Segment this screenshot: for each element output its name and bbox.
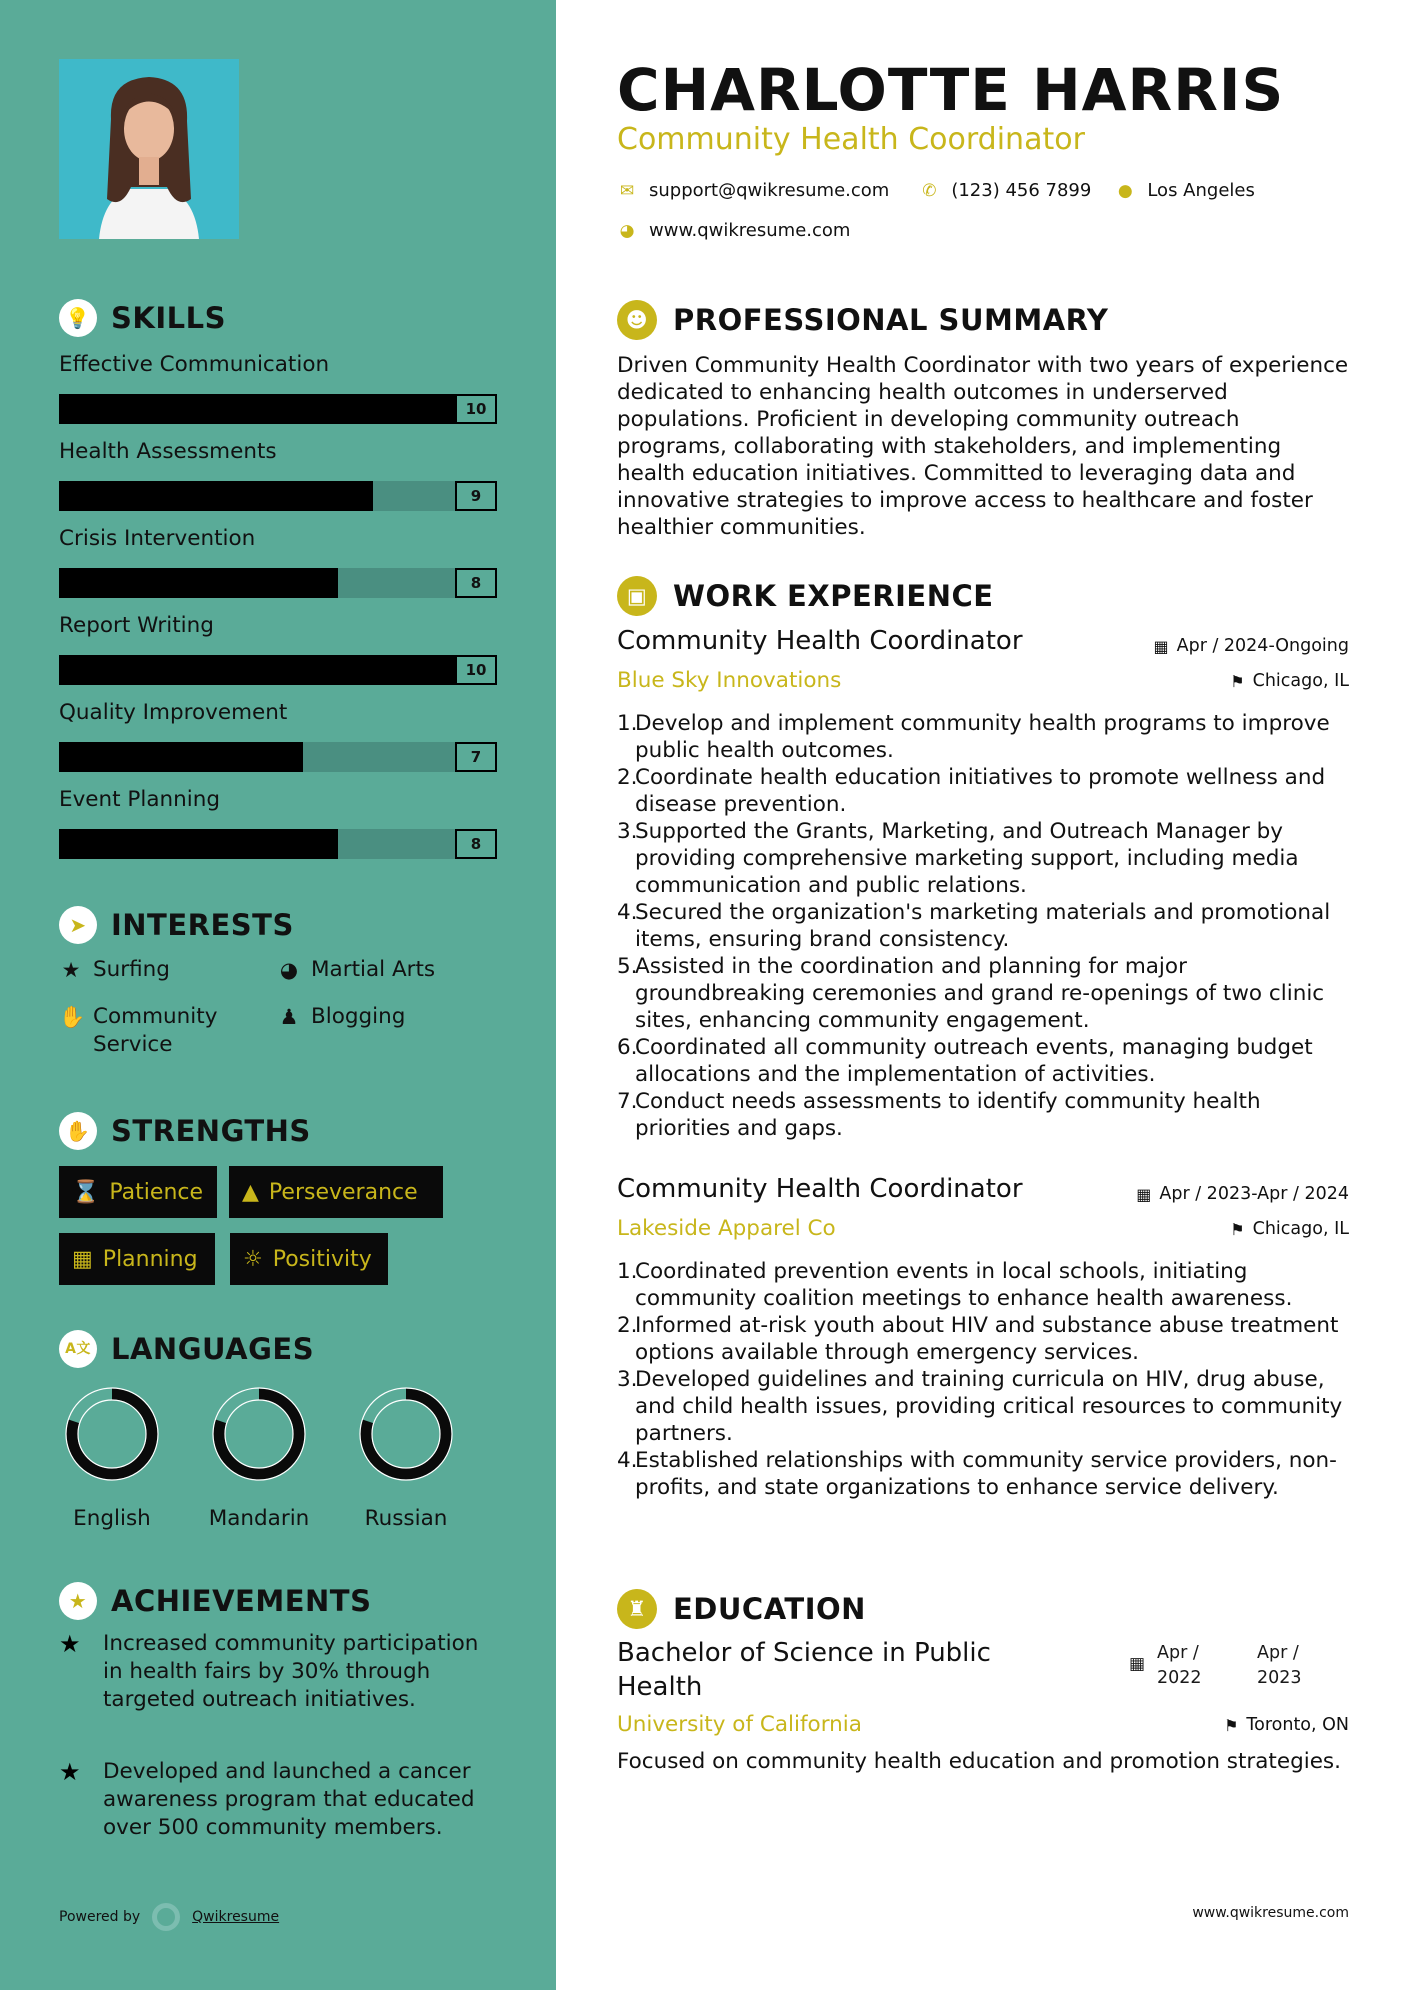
paper-plane-icon: ➤ [59, 906, 97, 944]
degree-line-2: Health [617, 1672, 703, 1702]
brand-link[interactable]: Qwikresume [192, 1909, 280, 1925]
experience-heading: ▣ WORK EXPERIENCE [617, 576, 994, 616]
powered-by: Powered by Qwikresume [59, 1903, 279, 1931]
language-item [336, 1384, 476, 1531]
location: Los Angeles [1147, 180, 1255, 201]
interest-item: ♟ Blogging [277, 1003, 405, 1031]
skill-item [59, 352, 499, 424]
skill-level: 10 [455, 655, 497, 685]
edu-start: Apr / 2022 [1157, 1643, 1202, 1688]
interest-item: ◕ Martial Arts [277, 956, 435, 984]
duty-number: 1. [617, 1259, 638, 1284]
job-title: Community Health Coordinator [617, 626, 1023, 656]
user-icon: ☻ [617, 300, 657, 340]
edu-location: ⚑ Toronto, ON [1224, 1715, 1349, 1735]
job-duties [617, 1258, 1352, 1501]
road-icon: ▲ [242, 1179, 259, 1205]
skill-bar [59, 394, 497, 424]
duty-text: Established relationships with community service providers, non-profits, and state organizations to enhance service delivery. [635, 1448, 1337, 1500]
job-dates: ▦ Apr / 2024-Ongoing [1153, 636, 1349, 656]
skill-bar-fill [59, 742, 303, 772]
skill-name: Event Planning [59, 787, 221, 812]
language-ring [42, 1384, 182, 1484]
footer-url[interactable]: www.qwikresume.com [1192, 1905, 1349, 1921]
language-name: Russian [364, 1506, 448, 1531]
profile-photo [59, 59, 239, 239]
duty-number: 4. [617, 900, 638, 925]
language-ring [336, 1384, 476, 1484]
star-icon: ★ [61, 958, 81, 982]
sun-icon: ☼ [243, 1246, 263, 1272]
candidate-name: CHARLOTTE HARRIS [617, 56, 1285, 124]
company-name: Blue Sky Innovations [617, 668, 842, 693]
duty-text: Developed guidelines and training curricula on HIV, drug abuse, and child health issues, providing critical resources to community partners. [635, 1367, 1343, 1446]
calendar-icon: ▦ [72, 1246, 93, 1272]
job-dates: ▦ Apr / 2023-Apr / 2024 [1136, 1184, 1349, 1204]
company-name: Lakeside Apparel Co [617, 1216, 836, 1241]
duty-item [617, 953, 1352, 1034]
education-text: Focused on community health education and promotion strategies. [617, 1749, 1341, 1774]
duty-text: Coordinate health education initiatives to promote wellness and disease prevention. [635, 765, 1326, 817]
duty-item [617, 1258, 1352, 1312]
skill-name: Health Assessments [59, 439, 277, 464]
translate-icon: A文 [59, 1330, 97, 1368]
language-ring [189, 1384, 329, 1484]
skill-bar [59, 742, 497, 772]
star-icon: ★ [59, 1630, 81, 1658]
handshake-icon: ✋ [59, 1005, 86, 1029]
lightbulb-icon: 💡 [59, 299, 97, 337]
strength-badge: ▦ Planning [59, 1233, 215, 1285]
job-location: ⚑ Chicago, IL [1230, 1219, 1349, 1239]
languages-heading: A文 LANGUAGES [59, 1330, 314, 1368]
duty-number: 3. [617, 1367, 638, 1392]
strength-badge: ▲ Perseverance [229, 1166, 443, 1218]
star-badge-icon: ★ [59, 1582, 97, 1620]
skill-level: 8 [455, 568, 497, 598]
edu-end: Apr / 2023 [1257, 1643, 1302, 1688]
strength-badge: ⌛ Patience [59, 1166, 217, 1218]
interest-item: ✋ Community Service [59, 1004, 218, 1057]
skill-item [59, 613, 499, 685]
skill-item [59, 787, 499, 859]
hand-icon: ✋ [59, 1112, 97, 1150]
chair-icon: ▣ [617, 576, 657, 616]
duty-item [617, 1366, 1352, 1447]
duty-text: Coordinated all community outreach events, managing budget allocations and the implementation of activities. [635, 1035, 1313, 1087]
summary-text: Driven Community Health Coordinator with two years of experience dedicated to enhancing health outcomes in underserved populations. Proficient in developing community outreach programs, collaborating with stakeholders, and implementing health education initiatives. Committed to leveraging data and innovative strategies to improve access to healthcare and foster healthier communities. [617, 353, 1349, 540]
achievement-item: ★ Increased community participation in health fairs by 30% through targeted outreach initiatives. [59, 1630, 479, 1712]
skill-level: 10 [455, 394, 497, 424]
strengths-heading: ✋ STRENGTHS [59, 1112, 311, 1150]
job-title: Community Health Coordinator [617, 1174, 1023, 1204]
achievements-heading: ★ ACHIEVEMENTS [59, 1582, 371, 1620]
duty-number: 2. [617, 1313, 638, 1338]
skill-name: Quality Improvement [59, 700, 288, 725]
hourglass-icon: ⌛ [72, 1179, 100, 1205]
duty-item [617, 1034, 1352, 1088]
school-name: University of California [617, 1712, 862, 1737]
duty-item [617, 710, 1352, 764]
skill-name: Effective Communication [59, 352, 330, 377]
calendar-icon: ▦ [1136, 1184, 1152, 1204]
sidebar [0, 0, 556, 1990]
skill-bar [59, 655, 497, 685]
email[interactable]: support@qwikresume.com [649, 180, 890, 201]
skill-bar-fill [59, 394, 455, 424]
duty-text: Assisted in the coordination and planning for major groundbreaking ceremonies and grand re-openings of two clinic sites, enhancing community engagement. [635, 954, 1325, 1033]
skill-level: 9 [455, 481, 497, 511]
degree-line-1: Bachelor of Science in Public [617, 1638, 991, 1668]
duty-number: 5. [617, 954, 638, 979]
main-content [617, 0, 1349, 1990]
pin-icon: ⚑ [1230, 1219, 1245, 1239]
contact-row [617, 180, 1255, 201]
skill-level: 7 [455, 742, 497, 772]
job-location: ⚑ Chicago, IL [1230, 671, 1349, 691]
duty-item [617, 764, 1352, 818]
phone-icon: ✆ [922, 180, 937, 201]
pin-icon: ⚑ [1230, 671, 1245, 691]
duty-number: 6. [617, 1035, 638, 1060]
skill-item [59, 526, 499, 598]
job-duties [617, 710, 1352, 1142]
duty-item [617, 1312, 1352, 1366]
map-pin-icon: ● [1117, 180, 1133, 201]
skill-item [59, 439, 499, 511]
language-item [189, 1384, 329, 1531]
duty-text: Informed at-risk youth about HIV and substance abuse treatment options available through emergency services. [635, 1313, 1339, 1365]
duty-text: Secured the organization's marketing materials and promotional items, ensuring brand consistency. [635, 900, 1331, 952]
website-row [617, 220, 850, 241]
duty-item [617, 899, 1352, 953]
calendar-icon: ▦ [1129, 1654, 1146, 1674]
skill-name: Report Writing [59, 613, 214, 638]
candidate-role: Community Health Coordinator [617, 122, 1085, 157]
users-icon: ♟ [279, 1005, 299, 1029]
duty-item [617, 818, 1352, 899]
duty-number: 3. [617, 819, 638, 844]
duty-number: 4. [617, 1448, 638, 1473]
interests-heading: ➤ INTERESTS [59, 906, 294, 944]
skill-name: Crisis Intervention [59, 526, 256, 551]
language-item [42, 1384, 182, 1531]
calendar-icon: ▦ [1153, 636, 1169, 656]
achievement-item: ★ Developed and launched a cancer awareness program that educated over 500 community members. [59, 1758, 475, 1840]
duty-text: Conduct needs assessments to identify community health priorities and gaps. [635, 1089, 1261, 1141]
skill-bar [59, 829, 497, 859]
phone[interactable]: (123) 456 7899 [951, 180, 1092, 201]
skill-bar-fill [59, 568, 338, 598]
duty-text: Supported the Grants, Marketing, and Outreach Manager by providing comprehensive marketing support, including media communication and public relations. [635, 819, 1299, 898]
duty-number: 1. [617, 711, 638, 736]
pin-icon: ⚑ [1224, 1715, 1239, 1735]
interest-item: ★ Surfing [59, 956, 170, 984]
skill-bar-fill [59, 829, 338, 859]
duty-item [617, 1447, 1352, 1501]
star-icon: ★ [59, 1758, 81, 1786]
duty-text: Coordinated prevention events in local schools, initiating community coalition meetings to enhance health awareness. [635, 1259, 1293, 1311]
globe-icon: ◕ [619, 220, 635, 241]
language-name: Mandarin [208, 1506, 310, 1531]
globe-icon: ◕ [279, 958, 299, 982]
graduate-icon: ♜ [617, 1589, 657, 1629]
summary-heading: ☻ PROFESSIONAL SUMMARY [617, 300, 1108, 340]
duty-number: 2. [617, 765, 638, 790]
skill-bar-fill [59, 655, 455, 685]
qwikresume-logo-icon [152, 1903, 180, 1931]
website[interactable]: www.qwikresume.com [649, 220, 851, 241]
skill-item [59, 700, 499, 772]
skill-bar-fill [59, 481, 373, 511]
duty-text: Develop and implement community health programs to improve public health outcomes. [635, 711, 1330, 763]
education-heading: ♜ EDUCATION [617, 1589, 866, 1629]
skill-level: 8 [455, 829, 497, 859]
duty-item [617, 1088, 1352, 1142]
envelope-icon: ✉ [619, 180, 635, 201]
skill-bar [59, 568, 497, 598]
language-name: English [73, 1506, 151, 1531]
strength-badge: ☼ Positivity [230, 1233, 388, 1285]
skills-heading: 💡 SKILLS [59, 299, 226, 337]
duty-number: 7. [617, 1089, 638, 1114]
skill-bar [59, 481, 497, 511]
